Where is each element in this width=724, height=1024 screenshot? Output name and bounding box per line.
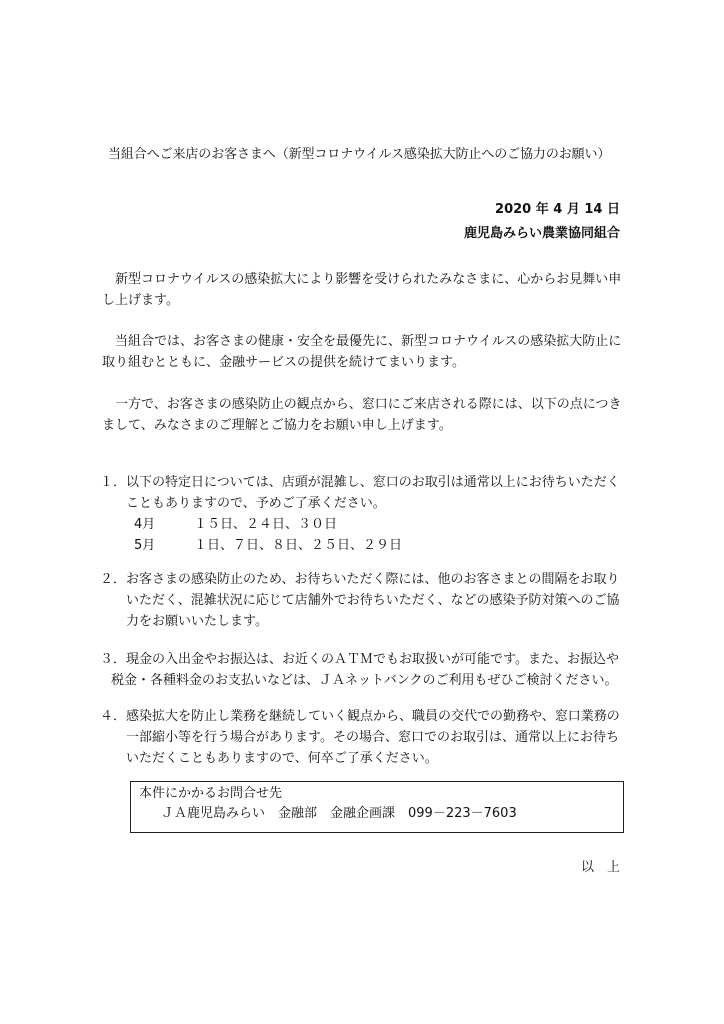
paragraph-greeting: 新型コロナウイルスの感染拡大により影響を受けられたみなさまに、心からお見舞い申し上げます。 bbox=[102, 272, 622, 308]
header-meta bbox=[464, 198, 620, 246]
list-item-text-line1: 現金の入出金やお振込は、お近くのＡＴＭでもお取扱いが可能です。また、お振込や bbox=[126, 652, 619, 667]
organization-name: 鹿児島みらい農業協同組合 bbox=[463, 226, 620, 241]
list-item-3 bbox=[100, 649, 630, 691]
paragraph-request: 一方で、お客さまの感染防止の観点から、窓口にご来店される際には、以下の点につきまして、みなさまのご理解とご協力をお願い申し上げます。 bbox=[102, 397, 622, 433]
document-date: 2020 年 4 月 14 日 bbox=[495, 202, 620, 217]
schedule-row bbox=[134, 535, 630, 556]
list-item-number: ３． bbox=[100, 652, 127, 667]
contact-heading: 本件にかかるお問合せ先 bbox=[139, 786, 283, 801]
list-item-number: １． bbox=[100, 475, 127, 490]
list-item-4 bbox=[100, 706, 630, 769]
list-item-number: ２． bbox=[100, 572, 127, 587]
contact-box bbox=[130, 781, 624, 833]
list-item-text: 感染拡大を防止し業務を継続していく観点から、職員の交代での勤務や、窓口業務の一部縮小等を行う場合があります。その場合、窓口でのお取引は、通常以上にお待ちいただくこともありますので、何卒ご了承ください。 bbox=[126, 709, 620, 766]
schedule-row bbox=[134, 514, 630, 535]
document-title: 当組合へご来店のお客さまへ（新型コロナウイルス感染拡大防止へのご協力のお願い） bbox=[108, 147, 611, 162]
list-item-1 bbox=[100, 472, 630, 556]
list-item-2 bbox=[100, 569, 630, 632]
schedule-days: １５日、２４日、３０日 bbox=[194, 517, 338, 532]
contact-detail: ＪＡ鹿児島みらい 金融部 金融企画課 099－223－7603 bbox=[161, 806, 517, 821]
list-item-text: お客さまの感染防止のため、お待ちいただく際には、他のお客さまとの間隔をお取りいただく、混雑状況に応じて店舗外でお待ちいただく、などの感染予防対策へのご協力をお願いいたします。 bbox=[126, 572, 620, 629]
schedule-month: 5月 bbox=[134, 538, 156, 553]
list-item-text-line2: 税金・各種料金のお支払いなどは、ＪＡネットバンクのご利用もぜひご検討ください。 bbox=[111, 673, 618, 688]
list-item-number: ４． bbox=[100, 709, 127, 724]
schedule-month: 4月 bbox=[134, 517, 156, 532]
schedule-table bbox=[134, 514, 630, 556]
closing-mark: 以 上 bbox=[580, 860, 620, 875]
paragraph-policy: 当組合では、お客さまの健康・安全を最優先に、新型コロナウイルスの感染拡大防止に取り組むとともに、金融サービスの提供を続けてまいります。 bbox=[102, 334, 622, 370]
schedule-days: １日、７日、８日、２５日、２９日 bbox=[194, 538, 403, 553]
list-item-text: 以下の特定日については、店頭が混雑し、窓口のお取引は通常以上にお待ちいただくこともありますので、予めご了承ください。 bbox=[126, 475, 620, 511]
